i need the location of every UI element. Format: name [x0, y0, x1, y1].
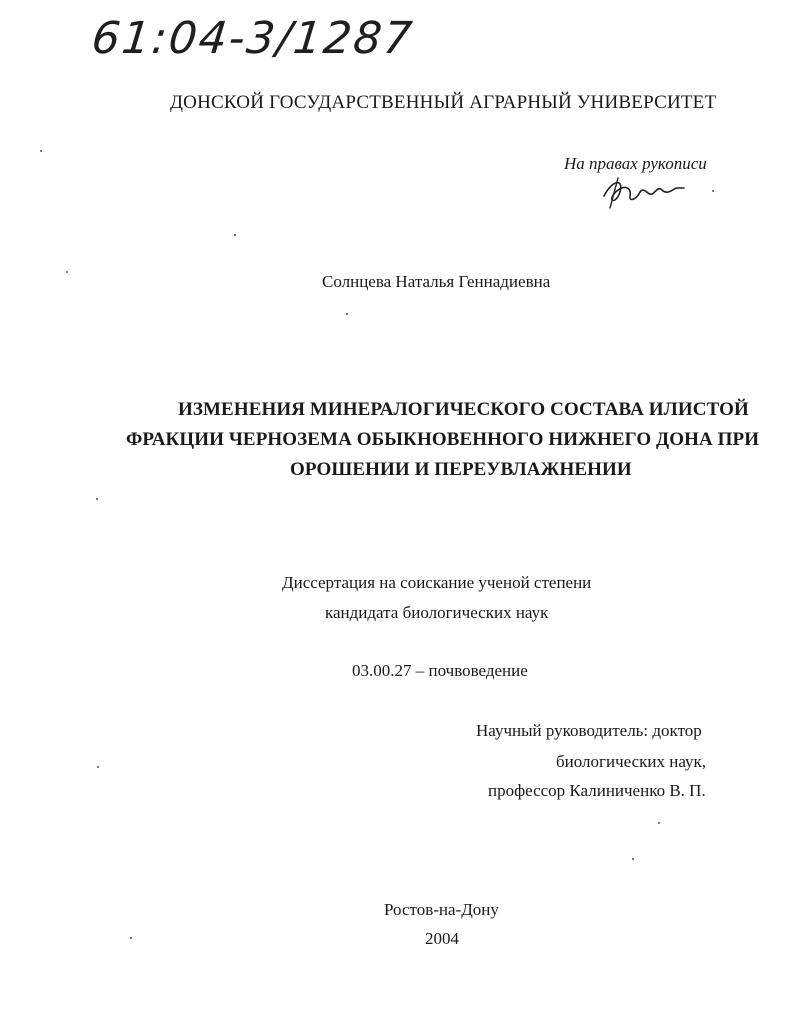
thesis-title-line-2: ФРАКЦИИ ЧЕРНОЗЕМА ОБЫКНОВЕННОГО НИЖНЕГО ДОНА ПРИ [126, 429, 760, 450]
manuscript-rights-note: На правах рукописи [564, 154, 707, 173]
scan-speck [658, 822, 660, 824]
dissertation-degree-line-1: Диссертация на соискание ученой степени [282, 573, 592, 592]
scan-speck [66, 271, 68, 273]
thesis-title-line-3: ОРОШЕНИИ И ПЕРЕУВЛАЖНЕНИИ [290, 459, 632, 480]
scan-speck [712, 190, 714, 192]
scan-speck [346, 313, 348, 315]
scan-speck [632, 858, 634, 860]
supervisor-line-1: Научный руководитель: доктор [476, 721, 702, 740]
thesis-title-line-1: ИЗМЕНЕНИЯ МИНЕРАЛОГИЧЕСКОГО СОСТАВА ИЛИСТОЙ [178, 399, 749, 420]
year: 2004 [425, 929, 459, 948]
supervisor-line-2: биологических наук, [556, 752, 707, 771]
signature-icon [598, 172, 688, 212]
scan-speck [97, 766, 99, 768]
author-name: Солнцева Наталья Геннадиевна [322, 272, 551, 291]
dissertation-degree-line-2: кандидата биологических наук [325, 603, 549, 622]
city: Ростов-на-Дону [384, 900, 499, 919]
scan-speck [40, 150, 42, 152]
supervisor-line-3: профессор Калиниченко В. П. [488, 781, 706, 800]
scan-speck [96, 498, 98, 500]
scan-speck [130, 937, 132, 939]
university-name: ДОНСКОЙ ГОСУДАРСТВЕННЫЙ АГРАРНЫЙ УНИВЕРСИТЕТ [170, 92, 717, 113]
scan-speck [234, 234, 236, 236]
archive-number-handwritten: 61:04-3/1287 [89, 13, 417, 64]
specialty-code: 03.00.27 – почвоведение [352, 661, 528, 680]
